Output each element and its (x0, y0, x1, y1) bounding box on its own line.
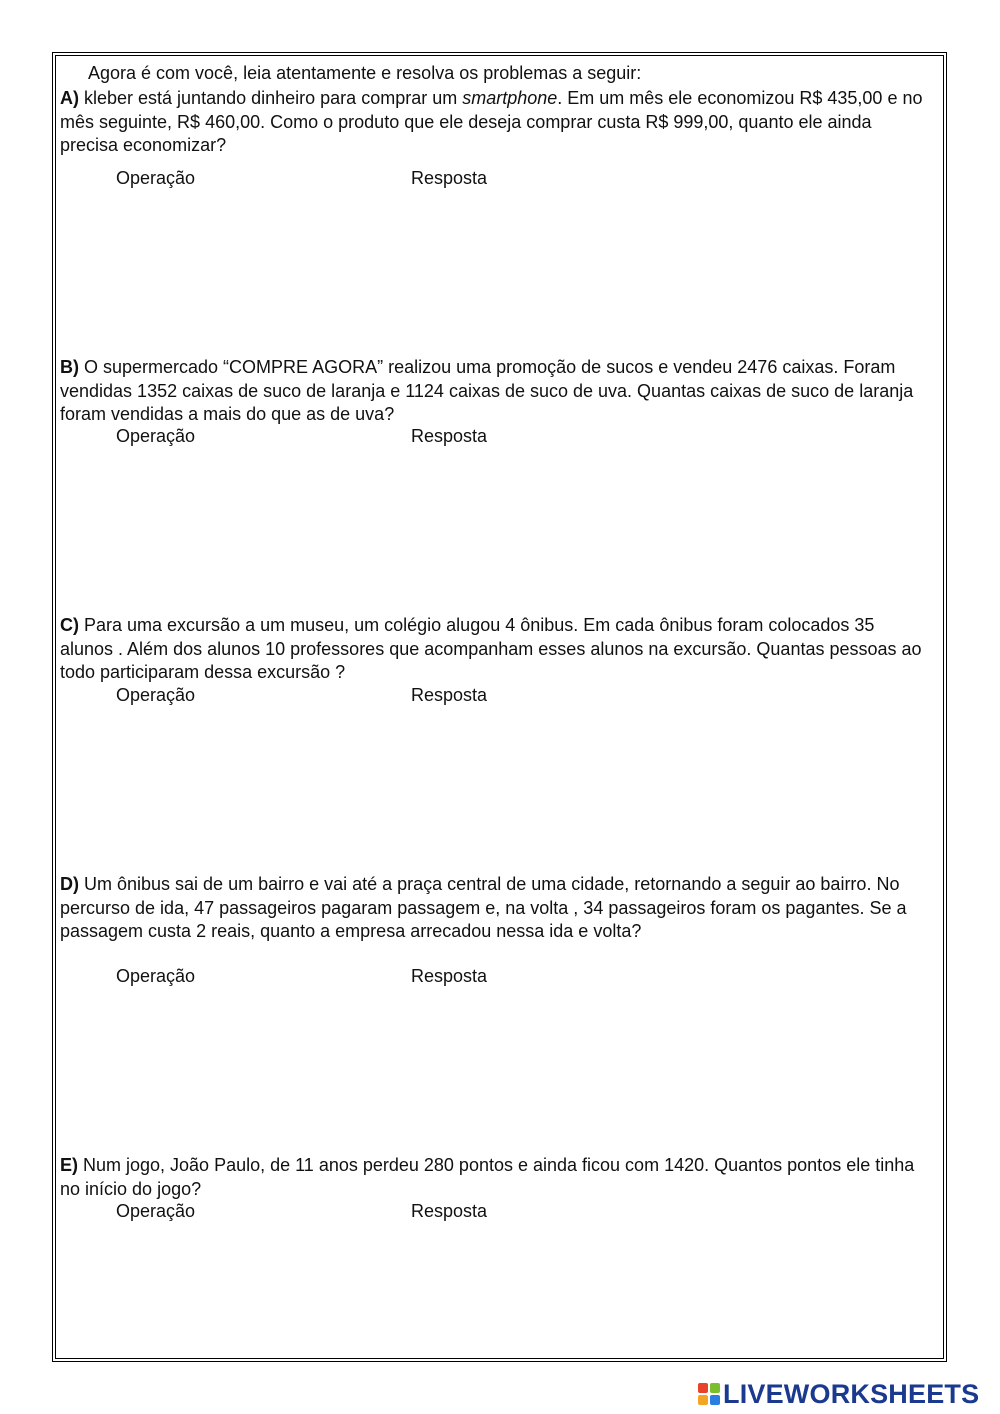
answer-label: Resposta (411, 168, 488, 188)
answer-label: Resposta (411, 966, 488, 986)
problem-c-text: Para uma excursão a um museu, um colégio alugou 4 ônibus. Em cada ônibus foram colocados 35 alunos . Além dos alunos 10 professores que acompanham esses alunos na excursão. Quantas pessoas ao todo participaram dessa excursão ? (60, 615, 922, 682)
problem-a (60, 87, 930, 158)
operation-label: Operação (116, 966, 196, 986)
liveworksheets-logo[interactable] (698, 1380, 979, 1408)
operation-label: Operação (116, 685, 196, 705)
answer-label: Resposta (411, 685, 488, 705)
problem-b (60, 356, 930, 427)
problem-e-letter: E) (60, 1155, 78, 1175)
problem-e-text: Num jogo, João Paulo, de 11 anos perdeu 280 pontos e ainda ficou com 1420. Quantos pontos ele tinha no início do jogo? (60, 1155, 915, 1199)
problem-d-text: Um ônibus sai de um bairro e vai até a praça central de uma cidade, retornando a seguir ao bairro. No percurso de ida, 47 passageiros pagaram passagem e, na volta , 34 passageiros foram os pagantes. Se a passagem custa 2 reais, quanto a empresa arrecadou nessa ida e volta? (60, 874, 907, 941)
problem-c-letter: C) (60, 615, 79, 635)
problem-d-letter: D) (60, 874, 79, 894)
problem-b-text: O supermercado “COMPRE AGORA” realizou uma promoção de sucos e vendeu 2476 caixas. Foram vendidas 1352 caixas de suco de laranja e 1124 caixas de suco de uva. Quantas caixas de suco de laranja foram vendidas a mais do que as de uva? (60, 357, 914, 424)
problem-a-italic: smartphone (462, 88, 558, 108)
problem-a-letter: A) (60, 88, 79, 108)
problem-a-text: kleber está juntando dinheiro para comprar um (79, 88, 463, 108)
logo-mark-icon (698, 1383, 720, 1405)
intro-text: Agora é com você, leia atentamente e resolva os problemas a seguir: (88, 63, 642, 83)
operation-label: Operação (116, 168, 196, 188)
problem-e (60, 1154, 930, 1201)
logo-text: LIVEWORKSHEETS (723, 1378, 980, 1409)
answer-label: Resposta (411, 1201, 488, 1221)
problem-a-text-cont: . Em um mês ele economizou R$ 435,00 e no mês seguinte, R$ 460,00. Como o produto que ele deseja comprar custa R$ 999,00, quanto ele ainda precisa economizar? (60, 88, 923, 155)
operation-label: Operação (116, 426, 196, 446)
problem-b-letter: B) (60, 357, 79, 377)
answer-label: Resposta (411, 426, 488, 446)
problem-c (60, 614, 930, 685)
operation-label: Operação (116, 1201, 196, 1221)
problem-d (60, 873, 930, 944)
